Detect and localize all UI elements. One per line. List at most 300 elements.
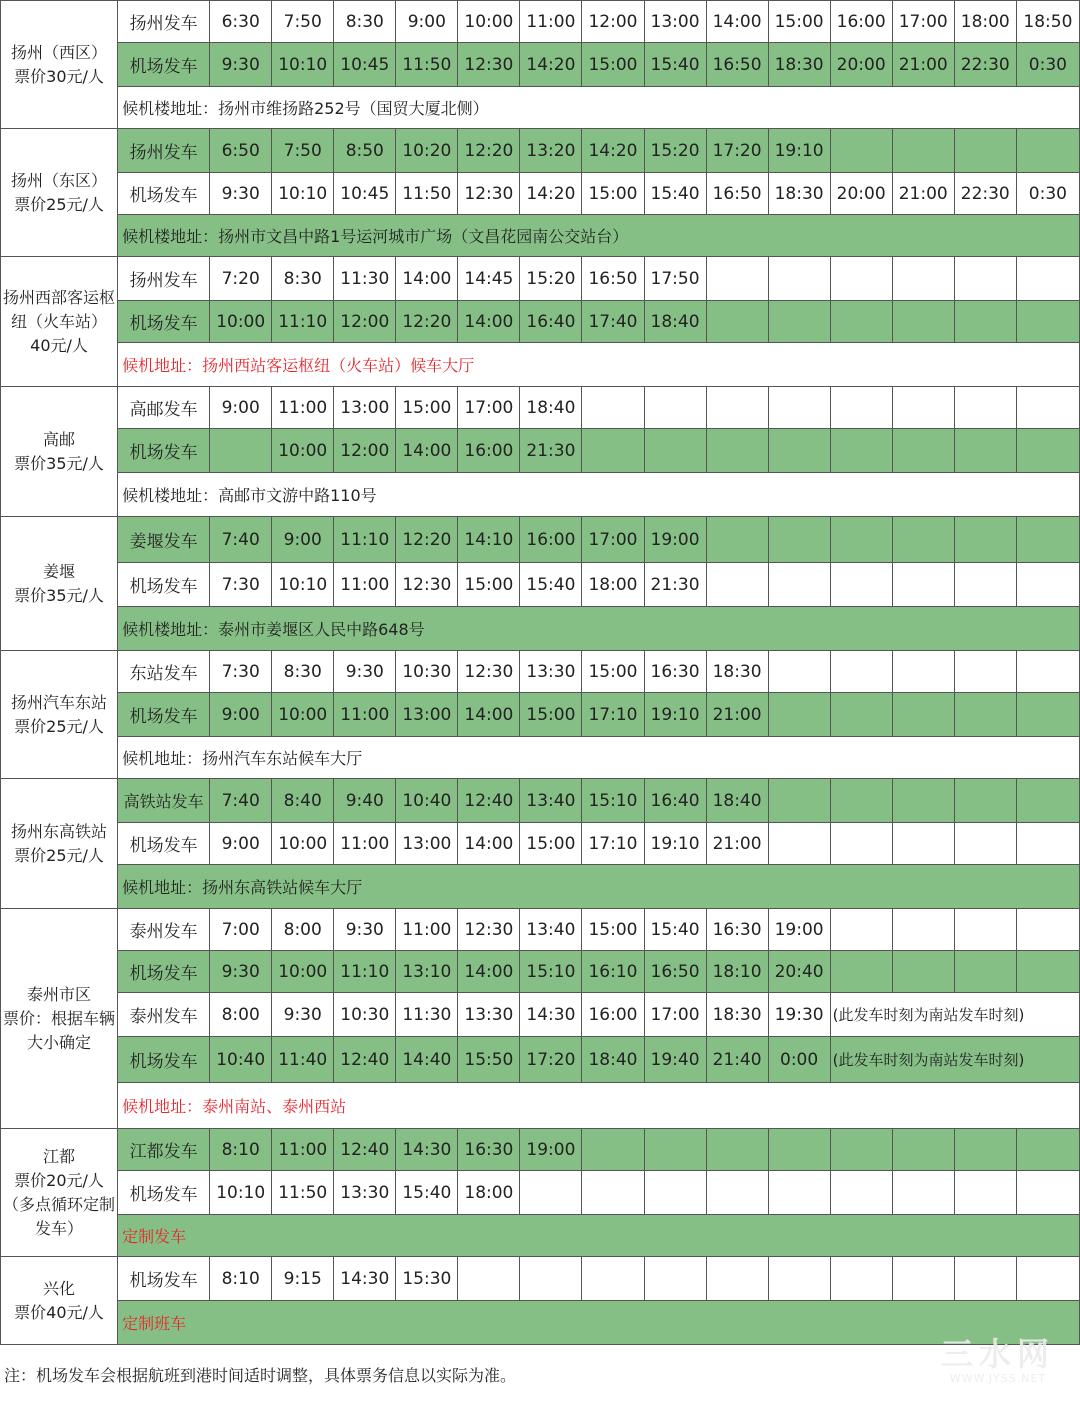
departure-time bbox=[892, 1257, 954, 1301]
departure-time bbox=[520, 1171, 582, 1215]
departure-time: 9:30 bbox=[210, 951, 272, 993]
departure-time: 15:20 bbox=[520, 257, 582, 301]
departure-time bbox=[892, 779, 954, 823]
departure-time bbox=[768, 1129, 830, 1171]
departure-time: 21:30 bbox=[520, 429, 582, 473]
departure-time bbox=[1016, 693, 1079, 737]
departure-time bbox=[830, 951, 892, 993]
departure-label: 机场发车 bbox=[118, 43, 210, 87]
route-name: 扬州西部客运枢纽（火车站）40元/人 bbox=[1, 257, 118, 387]
departure-time: 7:40 bbox=[210, 517, 272, 563]
departure-time bbox=[706, 301, 768, 343]
departure-time: 9:00 bbox=[210, 693, 272, 737]
departure-time bbox=[830, 563, 892, 607]
departure-time: 20:40 bbox=[768, 951, 830, 993]
departure-time: 9:30 bbox=[334, 909, 396, 951]
schedule-row bbox=[1, 301, 1080, 343]
departure-time: 11:40 bbox=[272, 1037, 334, 1083]
address-row bbox=[1, 343, 1080, 387]
address-row bbox=[1, 1215, 1080, 1257]
departure-time: 11:10 bbox=[334, 517, 396, 563]
departure-time: 15:10 bbox=[582, 779, 644, 823]
departure-time: 11:00 bbox=[396, 909, 458, 951]
departure-time bbox=[954, 257, 1016, 301]
departure-time: 7:50 bbox=[272, 1, 334, 43]
departure-time bbox=[1016, 129, 1079, 173]
departure-time: 10:00 bbox=[272, 693, 334, 737]
departure-time: 13:30 bbox=[458, 993, 520, 1037]
departure-time: 15:00 bbox=[582, 173, 644, 215]
departure-time: 12:40 bbox=[334, 1129, 396, 1171]
departure-time: 15:00 bbox=[768, 1, 830, 43]
departure-time: 12:30 bbox=[458, 43, 520, 87]
departure-time bbox=[706, 1257, 768, 1301]
departure-time: 14:00 bbox=[458, 823, 520, 865]
departure-time: 9:30 bbox=[210, 43, 272, 87]
departure-time: 10:10 bbox=[210, 1171, 272, 1215]
departure-time: 17:00 bbox=[582, 517, 644, 563]
departure-time: 9:00 bbox=[210, 823, 272, 865]
departure-time: 13:10 bbox=[396, 951, 458, 993]
waiting-address: 候机楼地址：扬州市文昌中路1号运河城市广场（文昌花园南公交站台） bbox=[118, 215, 1080, 257]
departure-time: 14:00 bbox=[458, 301, 520, 343]
schedule-row bbox=[1, 429, 1080, 473]
departure-time bbox=[1016, 779, 1079, 823]
departure-label: 机场发车 bbox=[118, 563, 210, 607]
departure-time: 15:00 bbox=[582, 651, 644, 693]
schedule-row bbox=[1, 387, 1080, 429]
departure-time bbox=[706, 1129, 768, 1171]
departure-time: 15:00 bbox=[396, 387, 458, 429]
departure-time: 16:00 bbox=[830, 1, 892, 43]
departure-time bbox=[768, 693, 830, 737]
departure-time: 10:00 bbox=[458, 1, 520, 43]
departure-time bbox=[582, 387, 644, 429]
departure-time bbox=[1016, 1257, 1079, 1301]
departure-time bbox=[520, 1257, 582, 1301]
departure-time: 12:30 bbox=[396, 563, 458, 607]
departure-time bbox=[582, 1171, 644, 1215]
departure-time: 16:00 bbox=[520, 517, 582, 563]
address-row bbox=[1, 215, 1080, 257]
departure-time: 14:30 bbox=[334, 1257, 396, 1301]
departure-time: 10:45 bbox=[334, 43, 396, 87]
departure-time: 11:00 bbox=[334, 823, 396, 865]
departure-time: 10:10 bbox=[272, 43, 334, 87]
departure-time bbox=[954, 301, 1016, 343]
departure-time: 18:40 bbox=[644, 301, 706, 343]
departure-time bbox=[892, 1129, 954, 1171]
address-row bbox=[1, 737, 1080, 779]
schedule-row bbox=[1, 1037, 1080, 1083]
departure-time: 17:50 bbox=[644, 257, 706, 301]
departure-time bbox=[1016, 951, 1079, 993]
schedule-row bbox=[1, 779, 1080, 823]
departure-time: 10:00 bbox=[272, 951, 334, 993]
departure-time: 20:00 bbox=[830, 173, 892, 215]
departure-time bbox=[892, 129, 954, 173]
departure-time bbox=[1016, 301, 1079, 343]
waiting-address: 候机地址：扬州西站客运枢纽（火车站）候车大厅 bbox=[118, 343, 1080, 387]
schedule-note: (此发车时刻为南站发车时刻) bbox=[830, 993, 1079, 1037]
departure-time: 11:00 bbox=[272, 1129, 334, 1171]
address-row bbox=[1, 87, 1080, 129]
departure-time: 14:45 bbox=[458, 257, 520, 301]
departure-time: 13:00 bbox=[334, 387, 396, 429]
departure-time bbox=[830, 517, 892, 563]
departure-time bbox=[892, 387, 954, 429]
departure-label: 扬州发车 bbox=[118, 257, 210, 301]
departure-time bbox=[1016, 387, 1079, 429]
departure-time: 22:30 bbox=[954, 173, 1016, 215]
departure-time: 11:00 bbox=[272, 387, 334, 429]
departure-time: 19:00 bbox=[520, 1129, 582, 1171]
departure-time bbox=[706, 429, 768, 473]
departure-time: 12:30 bbox=[458, 651, 520, 693]
departure-time bbox=[1016, 823, 1079, 865]
departure-label: 机场发车 bbox=[118, 1257, 210, 1301]
departure-time: 10:30 bbox=[334, 993, 396, 1037]
departure-time bbox=[1016, 1171, 1079, 1215]
schedule-row bbox=[1, 1, 1080, 43]
departure-label: 泰州发车 bbox=[118, 909, 210, 951]
departure-label: 机场发车 bbox=[118, 301, 210, 343]
departure-time: 12:20 bbox=[396, 517, 458, 563]
departure-time bbox=[830, 1129, 892, 1171]
departure-time: 19:10 bbox=[768, 129, 830, 173]
departure-time: 15:40 bbox=[520, 563, 582, 607]
departure-time bbox=[768, 1257, 830, 1301]
departure-time: 15:10 bbox=[520, 951, 582, 993]
departure-time bbox=[830, 1257, 892, 1301]
departure-time: 18:00 bbox=[582, 563, 644, 607]
departure-time bbox=[954, 909, 1016, 951]
departure-time: 17:10 bbox=[582, 693, 644, 737]
departure-time bbox=[892, 951, 954, 993]
departure-time: 16:40 bbox=[520, 301, 582, 343]
departure-time bbox=[1016, 651, 1079, 693]
departure-time bbox=[644, 1171, 706, 1215]
departure-time: 15:00 bbox=[582, 43, 644, 87]
departure-time bbox=[954, 779, 1016, 823]
departure-time bbox=[830, 429, 892, 473]
watermark-url: WWW.JYSS.NET bbox=[949, 1372, 1047, 1385]
departure-time: 17:10 bbox=[582, 823, 644, 865]
departure-label: 扬州发车 bbox=[118, 129, 210, 173]
departure-time: 7:00 bbox=[210, 909, 272, 951]
departure-time: 16:30 bbox=[458, 1129, 520, 1171]
departure-label: 姜堰发车 bbox=[118, 517, 210, 563]
departure-time bbox=[706, 563, 768, 607]
departure-time: 13:30 bbox=[520, 651, 582, 693]
address-row bbox=[1, 1083, 1080, 1129]
schedule-row bbox=[1, 823, 1080, 865]
departure-time bbox=[830, 1171, 892, 1215]
departure-time bbox=[768, 301, 830, 343]
route-name: 泰州市区 票价：根据车辆大小确定 bbox=[1, 909, 118, 1129]
departure-time: 10:00 bbox=[272, 429, 334, 473]
departure-time: 10:10 bbox=[272, 563, 334, 607]
departure-time: 12:30 bbox=[458, 909, 520, 951]
departure-time: 14:20 bbox=[520, 173, 582, 215]
departure-time: 12:40 bbox=[334, 1037, 396, 1083]
departure-time: 12:00 bbox=[334, 301, 396, 343]
schedule-row bbox=[1, 1257, 1080, 1301]
departure-time: 14:20 bbox=[582, 129, 644, 173]
departure-time: 12:20 bbox=[396, 301, 458, 343]
departure-time bbox=[582, 1129, 644, 1171]
departure-time bbox=[830, 387, 892, 429]
departure-time bbox=[830, 651, 892, 693]
departure-time: 16:50 bbox=[582, 257, 644, 301]
departure-time bbox=[954, 1129, 1016, 1171]
route-name: 兴化 票价40元/人 bbox=[1, 1257, 118, 1345]
departure-label: 东站发车 bbox=[118, 651, 210, 693]
waiting-address: 候机地址：扬州东高铁站候车大厅 bbox=[118, 865, 1080, 909]
departure-time: 15:00 bbox=[582, 909, 644, 951]
departure-time bbox=[706, 387, 768, 429]
departure-label: 机场发车 bbox=[118, 1037, 210, 1083]
route-name: 江都 票价20元/人 （多点循环定制发车） bbox=[1, 1129, 118, 1257]
departure-time: 18:40 bbox=[520, 387, 582, 429]
departure-time: 11:50 bbox=[396, 43, 458, 87]
departure-time: 9:40 bbox=[334, 779, 396, 823]
departure-time: 12:00 bbox=[334, 429, 396, 473]
departure-time bbox=[768, 429, 830, 473]
departure-time bbox=[892, 429, 954, 473]
departure-time bbox=[830, 129, 892, 173]
departure-label: 机场发车 bbox=[118, 429, 210, 473]
departure-time bbox=[892, 823, 954, 865]
departure-time: 9:30 bbox=[334, 651, 396, 693]
waiting-address: 定制发车 bbox=[118, 1215, 1080, 1257]
departure-time bbox=[954, 951, 1016, 993]
departure-time: 13:30 bbox=[334, 1171, 396, 1215]
departure-time: 14:00 bbox=[396, 257, 458, 301]
departure-time bbox=[830, 257, 892, 301]
departure-time: 13:40 bbox=[520, 909, 582, 951]
route-name: 扬州汽车东站 票价25元/人 bbox=[1, 651, 118, 779]
departure-time: 11:10 bbox=[272, 301, 334, 343]
departure-time: 7:40 bbox=[210, 779, 272, 823]
route-name: 高邮 票价35元/人 bbox=[1, 387, 118, 517]
departure-time: 18:30 bbox=[706, 993, 768, 1037]
departure-time bbox=[1016, 517, 1079, 563]
waiting-address: 候机楼地址：扬州市维扬路252号（国贸大厦北侧） bbox=[118, 87, 1080, 129]
departure-time bbox=[706, 1171, 768, 1215]
departure-time bbox=[954, 1257, 1016, 1301]
departure-time: 8:30 bbox=[272, 651, 334, 693]
departure-time: 16:10 bbox=[582, 951, 644, 993]
departure-time: 18:00 bbox=[458, 1171, 520, 1215]
departure-label: 机场发车 bbox=[118, 173, 210, 215]
departure-time: 10:30 bbox=[396, 651, 458, 693]
schedule-row bbox=[1, 563, 1080, 607]
departure-time: 18:30 bbox=[706, 651, 768, 693]
departure-time: 11:10 bbox=[334, 951, 396, 993]
departure-time: 13:00 bbox=[644, 1, 706, 43]
departure-time: 9:00 bbox=[210, 387, 272, 429]
departure-time: 8:30 bbox=[334, 1, 396, 43]
departure-time: 13:20 bbox=[520, 129, 582, 173]
waiting-address: 定制班车 bbox=[118, 1301, 1080, 1345]
waiting-address: 候机地址：扬州汽车东站候车大厅 bbox=[118, 737, 1080, 779]
departure-time bbox=[954, 823, 1016, 865]
departure-time: 11:50 bbox=[396, 173, 458, 215]
departure-time bbox=[954, 563, 1016, 607]
departure-time: 21:30 bbox=[644, 563, 706, 607]
departure-time: 9:30 bbox=[272, 993, 334, 1037]
departure-time: 8:00 bbox=[272, 909, 334, 951]
departure-time: 8:10 bbox=[210, 1257, 272, 1301]
departure-time bbox=[954, 517, 1016, 563]
schedule-row bbox=[1, 951, 1080, 993]
departure-label: 泰州发车 bbox=[118, 993, 210, 1037]
departure-time: 17:00 bbox=[458, 387, 520, 429]
departure-time: 11:00 bbox=[520, 1, 582, 43]
departure-time bbox=[892, 651, 954, 693]
schedule-row bbox=[1, 1171, 1080, 1215]
departure-time: 11:00 bbox=[334, 693, 396, 737]
departure-time bbox=[830, 693, 892, 737]
departure-time: 15:00 bbox=[520, 823, 582, 865]
departure-time: 18:30 bbox=[768, 173, 830, 215]
departure-time: 6:30 bbox=[210, 1, 272, 43]
departure-time: 8:30 bbox=[272, 257, 334, 301]
departure-time: 8:00 bbox=[210, 993, 272, 1037]
departure-time: 14:00 bbox=[458, 693, 520, 737]
departure-time bbox=[954, 1171, 1016, 1215]
departure-time: 21:00 bbox=[706, 823, 768, 865]
departure-time bbox=[768, 651, 830, 693]
departure-time: 11:00 bbox=[334, 563, 396, 607]
departure-time: 21:40 bbox=[706, 1037, 768, 1083]
departure-time bbox=[706, 517, 768, 563]
departure-time: 19:30 bbox=[768, 993, 830, 1037]
departure-time: 7:30 bbox=[210, 563, 272, 607]
departure-time bbox=[768, 563, 830, 607]
departure-time bbox=[1016, 909, 1079, 951]
departure-time: 9:30 bbox=[210, 173, 272, 215]
departure-time: 7:20 bbox=[210, 257, 272, 301]
departure-time bbox=[706, 257, 768, 301]
departure-time bbox=[892, 1171, 954, 1215]
departure-time bbox=[644, 1129, 706, 1171]
departure-time: 10:40 bbox=[396, 779, 458, 823]
departure-time: 18:00 bbox=[954, 1, 1016, 43]
departure-time bbox=[954, 429, 1016, 473]
departure-time: 12:00 bbox=[582, 1, 644, 43]
waiting-address: 候机楼地址：泰州市姜堰区人民中路648号 bbox=[118, 607, 1080, 651]
schedule-row bbox=[1, 909, 1080, 951]
departure-time bbox=[644, 1257, 706, 1301]
schedule-row bbox=[1, 517, 1080, 563]
departure-time: 16:00 bbox=[582, 993, 644, 1037]
departure-time: 14:00 bbox=[396, 429, 458, 473]
departure-time: 18:40 bbox=[582, 1037, 644, 1083]
departure-time bbox=[954, 693, 1016, 737]
address-row bbox=[1, 473, 1080, 517]
departure-time bbox=[582, 429, 644, 473]
departure-time: 19:00 bbox=[768, 909, 830, 951]
footnote: 注：机场发车会根据航班到港时间适时调整，具体票务信息以实际为准。 bbox=[4, 1366, 517, 1385]
departure-time bbox=[954, 651, 1016, 693]
departure-time: 8:50 bbox=[334, 129, 396, 173]
schedule-row bbox=[1, 693, 1080, 737]
departure-time bbox=[892, 909, 954, 951]
departure-time: 9:00 bbox=[272, 517, 334, 563]
departure-time: 10:00 bbox=[272, 823, 334, 865]
departure-time: 13:40 bbox=[520, 779, 582, 823]
departure-time: 12:40 bbox=[458, 779, 520, 823]
schedule-note: (此发车时刻为南站发车时刻) bbox=[830, 1037, 1079, 1083]
address-row bbox=[1, 607, 1080, 651]
departure-time bbox=[892, 301, 954, 343]
departure-label: 机场发车 bbox=[118, 823, 210, 865]
departure-label: 高邮发车 bbox=[118, 387, 210, 429]
departure-time bbox=[768, 387, 830, 429]
departure-time bbox=[1016, 1129, 1079, 1171]
departure-time: 22:30 bbox=[954, 43, 1016, 87]
departure-time: 15:00 bbox=[520, 693, 582, 737]
departure-time: 21:00 bbox=[706, 693, 768, 737]
departure-time: 11:30 bbox=[396, 993, 458, 1037]
departure-time: 18:30 bbox=[768, 43, 830, 87]
departure-time: 14:00 bbox=[458, 951, 520, 993]
departure-time bbox=[830, 823, 892, 865]
departure-label: 高铁站发车 bbox=[118, 779, 210, 823]
departure-time bbox=[830, 909, 892, 951]
departure-time: 10:45 bbox=[334, 173, 396, 215]
departure-time: 19:00 bbox=[644, 517, 706, 563]
departure-time: 16:50 bbox=[706, 173, 768, 215]
departure-time: 16:40 bbox=[644, 779, 706, 823]
departure-time: 20:00 bbox=[830, 43, 892, 87]
departure-time: 14:20 bbox=[520, 43, 582, 87]
schedule-row bbox=[1, 173, 1080, 215]
departure-time: 21:00 bbox=[892, 173, 954, 215]
address-row bbox=[1, 1301, 1080, 1345]
schedule-row bbox=[1, 993, 1080, 1037]
departure-time: 12:20 bbox=[458, 129, 520, 173]
departure-label: 江都发车 bbox=[118, 1129, 210, 1171]
departure-time bbox=[768, 257, 830, 301]
departure-time: 0:30 bbox=[1016, 173, 1079, 215]
watermark-logo bbox=[938, 1336, 1058, 1385]
departure-time bbox=[830, 301, 892, 343]
departure-time: 8:10 bbox=[210, 1129, 272, 1171]
address-row bbox=[1, 865, 1080, 909]
route-name: 姜堰 票价35元/人 bbox=[1, 517, 118, 651]
route-name: 扬州（东区） 票价25元/人 bbox=[1, 129, 118, 257]
departure-time: 9:15 bbox=[272, 1257, 334, 1301]
departure-time bbox=[830, 779, 892, 823]
departure-time: 15:20 bbox=[644, 129, 706, 173]
departure-time: 19:40 bbox=[644, 1037, 706, 1083]
departure-time bbox=[1016, 257, 1079, 301]
departure-time: 13:00 bbox=[396, 823, 458, 865]
departure-time: 11:30 bbox=[334, 257, 396, 301]
departure-label: 扬州发车 bbox=[118, 1, 210, 43]
departure-time: 16:50 bbox=[706, 43, 768, 87]
schedule-row bbox=[1, 651, 1080, 693]
departure-time bbox=[768, 517, 830, 563]
departure-time bbox=[582, 1257, 644, 1301]
departure-time: 8:40 bbox=[272, 779, 334, 823]
departure-time: 7:30 bbox=[210, 651, 272, 693]
departure-time: 10:20 bbox=[396, 129, 458, 173]
waiting-address: 候机楼地址：高邮市文游中路110号 bbox=[118, 473, 1080, 517]
